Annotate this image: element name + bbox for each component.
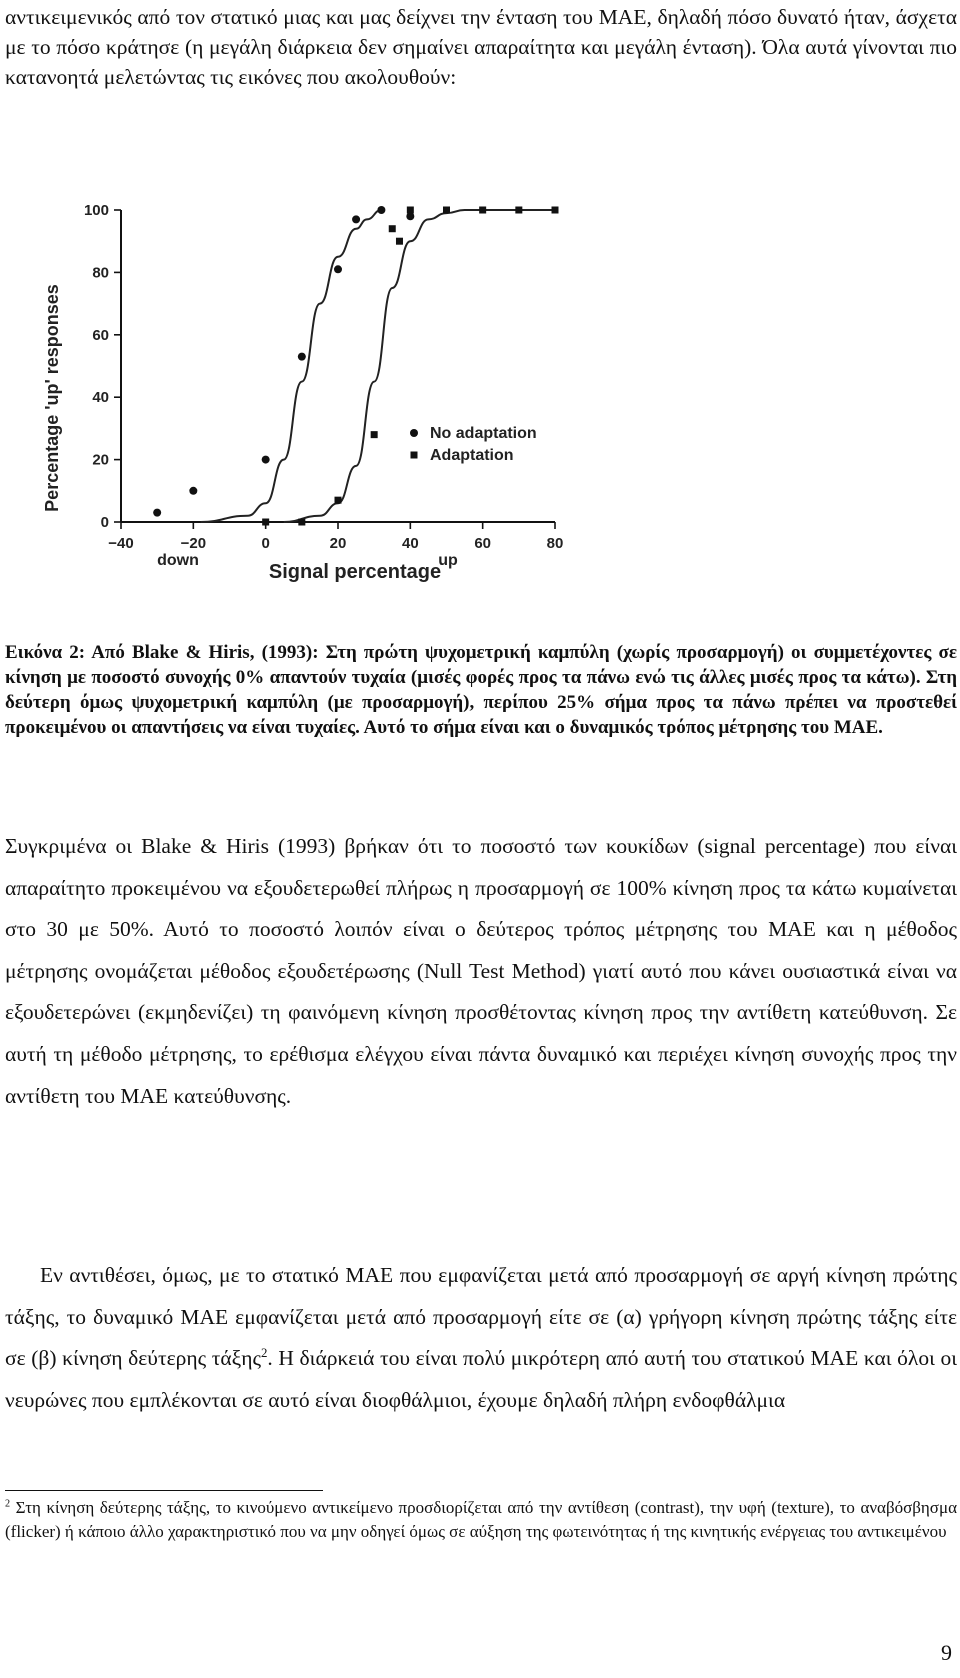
x-tick-label: 40 <box>401 535 419 552</box>
point-no-adaptation <box>352 215 360 223</box>
footnote <box>5 1496 957 1544</box>
chart-x-sublabel-down: down <box>157 552 199 569</box>
body-paragraph-2 <box>5 1255 957 1421</box>
body-paragraph-1: Συγκριμένα οι Blake & Hiris (1993) βρήκαν ότι το ποσοστό των κουκίδων (signal percentage) που είναι απαραίτητο προκειμένου να εξουδετερωθεί πλήρως η προσαρμογή σε 100% κίνηση προς τα κάτω κυμαίνεται στο 30 με 50%. Αυτό το ποσοστό λοιπόν είναι ο δεύτερος τρόπος μέτρησης του ΜΑΕ και η μέθοδος μέτρησης ονομάζεται μέθοδος εξουδετέρωσης (Null Test Method) γιατί αυτό που κάνει ουσιαστικά είναι να εξουδετερώνει (εκμηδενίζει) τη φαινόμενη κίνηση προσθέτοντας κίνηση προς την αντίθετη κατεύθυνση. Σε αυτή τη μέθοδο μέτρησης, το ερέθισμα ελέγχου είναι πάντα δυναμικό και περιέχει κίνηση συνοχής προς την αντίθετη του ΜΑΕ κατεύθυνσης. <box>5 834 957 1108</box>
footnote-marker: 2 <box>5 1498 11 1510</box>
chart-y-axis-label: Percentage 'up' responses <box>42 284 62 512</box>
chart-x-sublabel-up: up <box>438 552 458 569</box>
point-adaptation <box>298 519 305 526</box>
point-adaptation <box>407 207 414 214</box>
legend-marker-circle <box>410 429 418 437</box>
footnote-text: Στη κίνηση δεύτερης τάξης, το κινούμενο αντικείμενο προσδιορίζεται από την αντίθεση (contrast), την υφή (texture), το αναβόσβησμα (flicker) ή κάποιο άλλο χαρακτηριστικό που να μην οδηγεί όμως σε αύξηση της φωτεινότητας ή της κινητικής ενέργειας του αντικειμένου <box>5 1498 957 1541</box>
point-no-adaptation <box>153 509 161 517</box>
point-adaptation <box>443 207 450 214</box>
point-adaptation <box>371 431 378 438</box>
point-adaptation <box>515 207 522 214</box>
chart-points <box>153 206 558 526</box>
point-no-adaptation <box>334 265 342 273</box>
chart-x-axis-label: Signal percentage <box>268 561 442 583</box>
point-no-adaptation <box>377 206 385 214</box>
point-no-adaptation <box>189 487 197 495</box>
x-tick-label: −40 <box>108 535 134 552</box>
legend-marker-square <box>411 452 418 459</box>
y-tick-label: 100 <box>83 202 109 219</box>
x-tick-label: −20 <box>180 535 207 552</box>
point-no-adaptation <box>298 353 306 361</box>
point-adaptation <box>389 225 396 232</box>
psychometric-chart <box>28 198 648 638</box>
footnote-separator <box>5 1490 323 1491</box>
body-paragraph-2-text: Εν αντιθέσει, όμως, με το στατικό ΜΑΕ που εμφανίζεται μετά από προσαρμογή σε αργή κίνηση πρώτης τάξης, το δυναμικό ΜΑΕ εμφανίζεται μετά από προσαρμογή είτε σε (α) γρήγορη κίνηση πρώτης τάξης είτε σε (β) κίνηση δεύτερης τάξης <box>5 1263 957 1371</box>
fitted-curve <box>201 210 382 522</box>
fitted-curve <box>284 210 555 522</box>
point-adaptation <box>552 207 559 214</box>
y-tick-label: 40 <box>92 389 109 407</box>
intro-paragraph: αντικειμενικός από τον στατικό μιας και μας δείχνει την ένταση του ΜΑΕ, δηλαδή πόσο δυνατό ήταν, άσχετα με το πόσο κράτησε (η μεγάλη διάρκεια δεν σημαίνει απαραίτητα και μεγάλη ένταση). Όλα αυτά γίνονται πιο κατανοητά μελετώντας τις εικόνες που ακολουθούν: <box>5 5 957 89</box>
figure-caption: Εικόνα 2: Από Blake & Hiris, (1993): Στη πρώτη ψυχομετρική καμπύλη (χωρίς προσαρμογή) οι συμμετέχοντες σε κίνηση με ποσοστό συνοχής 0% απαντούν τυχαία (μισές φορές προς τα πάνω ενώ τις άλλες μισές προς τα κάτω). Στη δεύτερη όμως ψυχομετρική καμπύλη (με προσαρμογή), περίπου 25% σήμα προς τα πάνω πρέπει να προστεθεί προκειμένου οι απαντήσεις να είναι τυχαίες. Αυτό το σήμα είναι και ο δυναμικός τρόπος μέτρησης του ΜΑΕ. <box>5 642 957 738</box>
y-tick-label: 20 <box>92 451 109 469</box>
x-tick-label: 80 <box>546 535 564 552</box>
point-no-adaptation <box>262 456 270 464</box>
page-number: 9 <box>941 1640 952 1665</box>
footnote-reference: 2 <box>260 1346 268 1361</box>
x-tick-label: 20 <box>329 535 347 552</box>
chart-fitted-curves <box>201 210 555 522</box>
y-tick-label: 80 <box>92 264 109 282</box>
chart-axes <box>84 202 563 552</box>
y-tick-label: 60 <box>92 326 109 344</box>
chart-legend <box>410 425 537 464</box>
body-paragraph-2-text-end: . Η διάρκειά του είναι πολύ μικρότερη από αυτή του στατικού ΜΑΕ και όλοι οι νευρώνες που εμπλέκονται σε αυτό είναι διοφθάλμιοι, έχουμε δηλαδή πλήρη ενδοφθάλμια <box>5 1346 958 1412</box>
x-tick-label: 0 <box>261 535 270 552</box>
x-tick-label: 60 <box>474 535 492 552</box>
point-adaptation <box>396 238 403 245</box>
point-adaptation <box>262 519 269 526</box>
point-adaptation <box>335 497 342 504</box>
point-adaptation <box>479 207 486 214</box>
y-tick-label: 0 <box>100 514 109 531</box>
legend-label: No adaptation <box>430 425 537 442</box>
legend-label: Adaptation <box>430 447 514 464</box>
